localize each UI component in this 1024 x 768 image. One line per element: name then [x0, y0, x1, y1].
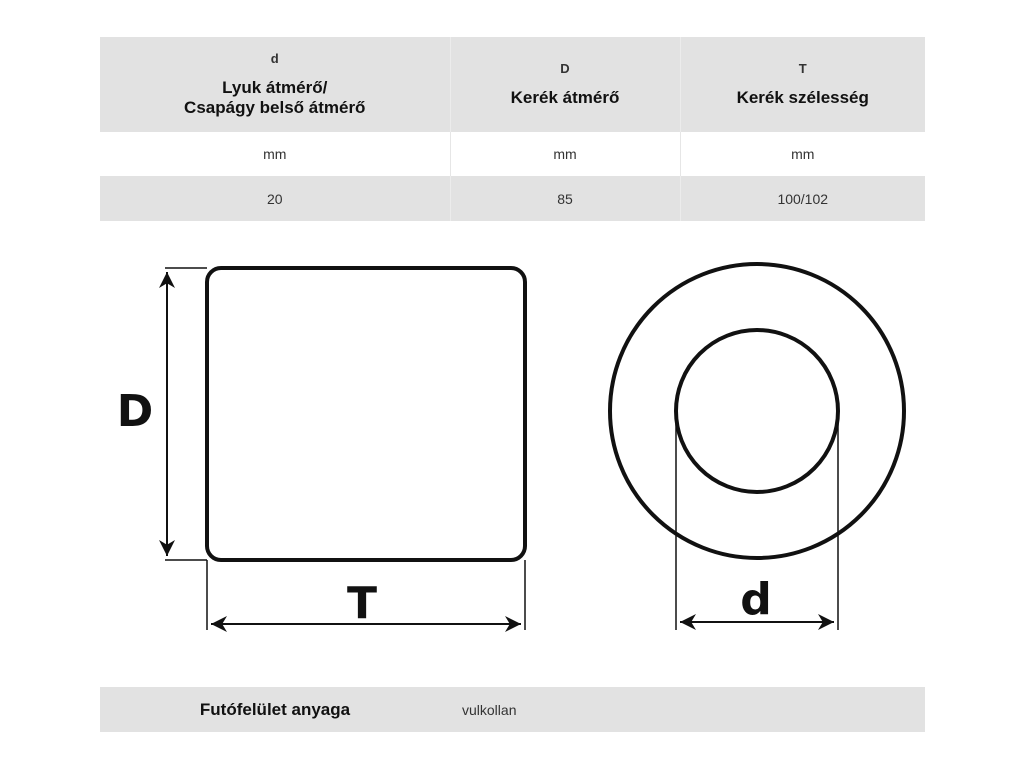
dimension-d — [676, 411, 838, 630]
dimension-T — [207, 560, 525, 630]
unit-cell: mm — [450, 132, 680, 176]
dimension-D — [117, 268, 207, 560]
material-row — [100, 687, 925, 732]
header-symbol: D — [560, 61, 570, 76]
header-label: Lyuk átmérő/ Csapágy belső átmérő — [184, 78, 366, 117]
material-value: vulkollan — [462, 701, 517, 718]
label-d: d — [740, 574, 772, 625]
header-symbol: T — [798, 61, 807, 76]
wheel-side-view — [207, 268, 525, 560]
value-cell: 20 — [100, 176, 450, 221]
unit-cell: mm — [680, 132, 925, 176]
label-T: T — [346, 578, 378, 629]
unit-cell: mm — [100, 132, 450, 176]
value-cell: 100/102 — [680, 176, 925, 221]
wheel-outer-circle — [610, 264, 904, 558]
label-D: D — [116, 386, 154, 437]
material-label: Futófelület anyaga — [199, 699, 351, 719]
value-cell: 85 — [450, 176, 680, 221]
header-label: Kerék szélesség — [736, 88, 869, 107]
header-label: Kerék átmérő — [510, 88, 620, 107]
wheel-bore-circle — [676, 330, 838, 492]
header-symbol: d — [270, 51, 279, 66]
